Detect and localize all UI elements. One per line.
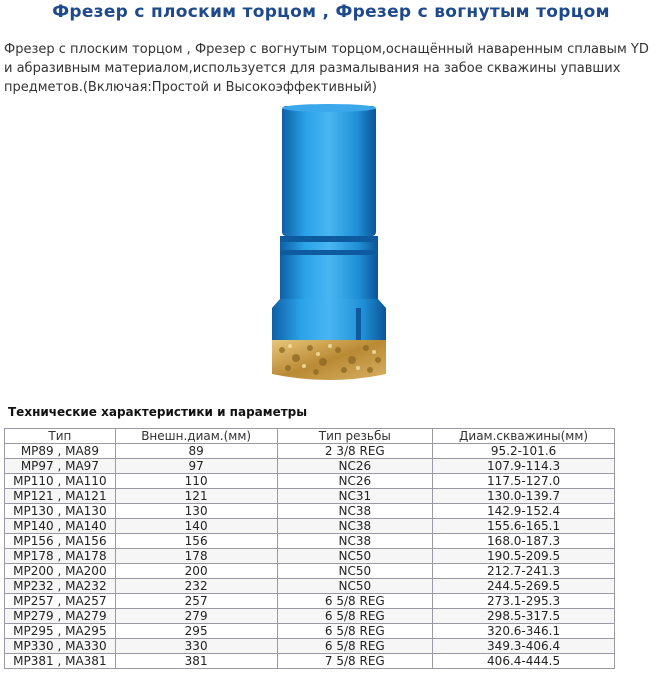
- mill-bit-photo: [268, 104, 390, 392]
- table-row: [5, 489, 615, 504]
- table-cell-od: 121: [115, 489, 277, 504]
- table-cell-od: 178: [115, 549, 277, 564]
- table-cell-type: MP140 , MA140: [5, 519, 116, 534]
- table-cell-hole: 168.0-187.3: [433, 534, 615, 549]
- table-row: [5, 504, 615, 519]
- table-cell-thread: NC26: [277, 459, 433, 474]
- table-cell-hole: 190.5-209.5: [433, 549, 615, 564]
- table-cell-od: 130: [115, 504, 277, 519]
- table-cell-thread: NC38: [277, 519, 433, 534]
- table-cell-hole: 142.9-152.4: [433, 504, 615, 519]
- table-row: [5, 474, 615, 489]
- table-cell-od: 295: [115, 624, 277, 639]
- table-cell-od: 330: [115, 639, 277, 654]
- table-cell-hole: 298.5-317.5: [433, 609, 615, 624]
- table-row: [5, 594, 615, 609]
- table-cell-type: MP97 , MA97: [5, 459, 116, 474]
- table-cell-type: MP381 , MA381: [5, 654, 116, 669]
- table-row: [5, 609, 615, 624]
- groove: [280, 236, 378, 242]
- table-cell-type: MP257 , MA257: [5, 594, 116, 609]
- table-cell-hole: 107.9-114.3: [433, 459, 615, 474]
- table-cell-od: 232: [115, 579, 277, 594]
- product-description: Фрезер с плоским торцом , Фрезер с вогнутым торцом,оснащённый наваренным сплавым YD и абразивным материалом,используется для размалывания на забое скважины упавших предметов.(Включая:Простой и Высокоэффективный): [4, 42, 649, 95]
- table-header-row: [5, 429, 615, 444]
- table-cell-type: MP330 , MA330: [5, 639, 116, 654]
- table-cell-type: MP121 , MA121: [5, 489, 116, 504]
- table-cell-type: MP178 , MA178: [5, 549, 116, 564]
- table-cell-hole: 212.7-241.3: [433, 564, 615, 579]
- table-cell-thread: NC26: [277, 474, 433, 489]
- table-cell-thread: NC50: [277, 549, 433, 564]
- table-cell-od: 89: [115, 444, 277, 459]
- table-cell-od: 381: [115, 654, 277, 669]
- table-cell-thread: NC38: [277, 504, 433, 519]
- table-row: [5, 624, 615, 639]
- table-cell-od: 110: [115, 474, 277, 489]
- table-cell-hole: 155.6-165.1: [433, 519, 615, 534]
- table-row: [5, 654, 615, 669]
- table-row: [5, 564, 615, 579]
- column-header: Диам.скважины(мм): [433, 429, 615, 444]
- table-cell-thread: 6 5/8 REG: [277, 624, 433, 639]
- table-cell-type: MP130 , MA130: [5, 504, 116, 519]
- table-cell-thread: 6 5/8 REG: [277, 609, 433, 624]
- table-cell-type: MP110 , MA110: [5, 474, 116, 489]
- specs-heading: Технические характеристики и параметры: [8, 405, 308, 419]
- column-header: Внешн.диам.(мм): [115, 429, 277, 444]
- table-cell-od: 156: [115, 534, 277, 549]
- table-cell-thread: NC38: [277, 534, 433, 549]
- table-row: [5, 519, 615, 534]
- table-cell-thread: NC31: [277, 489, 433, 504]
- table-cell-od: 279: [115, 609, 277, 624]
- table-cell-hole: 130.0-139.7: [433, 489, 615, 504]
- table-cell-od: 97: [115, 459, 277, 474]
- table-row: [5, 459, 615, 474]
- table-cell-thread: 6 5/8 REG: [277, 639, 433, 654]
- column-header: Тип: [5, 429, 116, 444]
- shank: [282, 106, 376, 236]
- table-cell-thread: 2 3/8 REG: [277, 444, 433, 459]
- table-cell-hole: 349.3-406.4: [433, 639, 615, 654]
- table-cell-hole: 320.6-346.1: [433, 624, 615, 639]
- specs-table: [4, 428, 615, 669]
- table-cell-hole: 95.2-101.6: [433, 444, 615, 459]
- table-cell-od: 257: [115, 594, 277, 609]
- table-cell-hole: 244.5-269.5: [433, 579, 615, 594]
- table-cell-type: MP156 , MA156: [5, 534, 116, 549]
- table-row: [5, 534, 615, 549]
- table-cell-thread: 6 5/8 REG: [277, 594, 433, 609]
- table-cell-hole: 117.5-127.0: [433, 474, 615, 489]
- table-row: [5, 579, 615, 594]
- lower-body: [280, 255, 378, 299]
- table-cell-type: MP279 , MA279: [5, 609, 116, 624]
- table-cell-type: MP232 , MA232: [5, 579, 116, 594]
- table-cell-type: MP89 , MA89: [5, 444, 116, 459]
- page-title: Фрезер с плоским торцом , Фрезер с вогнутым торцом: [52, 2, 610, 22]
- table-row: [5, 444, 615, 459]
- table-cell-hole: 273.1-295.3: [433, 594, 615, 609]
- table-row: [5, 639, 615, 654]
- table-cell-thread: NC50: [277, 564, 433, 579]
- table-cell-thread: 7 5/8 REG: [277, 654, 433, 669]
- table-row: [5, 549, 615, 564]
- table-cell-hole: 406.4-444.5: [433, 654, 615, 669]
- table-cell-type: MP295 , MA295: [5, 624, 116, 639]
- column-header: Тип резьбы: [277, 429, 433, 444]
- table-cell-thread: NC50: [277, 579, 433, 594]
- table-cell-type: MP200 , MA200: [5, 564, 116, 579]
- table-cell-od: 140: [115, 519, 277, 534]
- table-cell-od: 200: [115, 564, 277, 579]
